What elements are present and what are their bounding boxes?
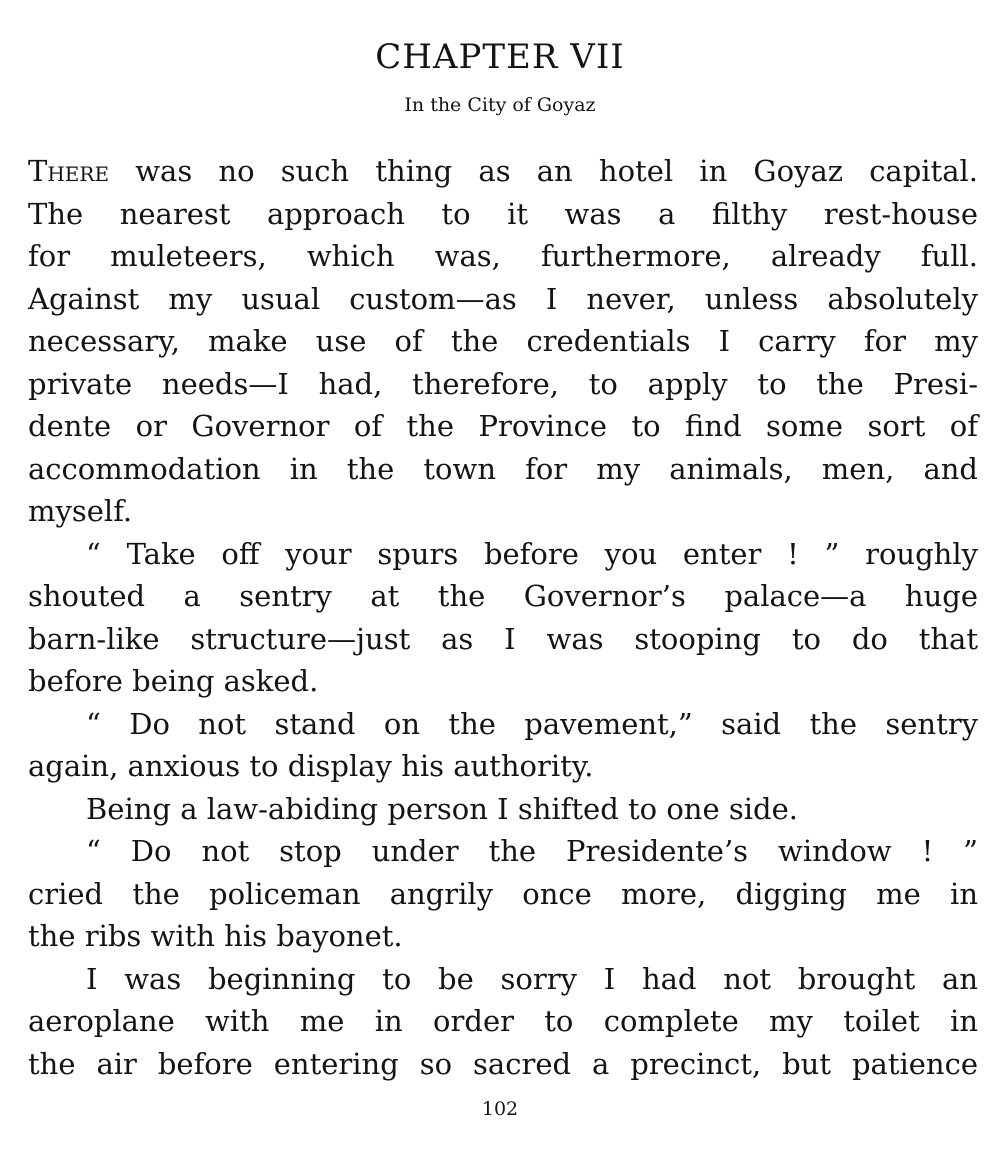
text-line: necessary, make use of the credentials I carry for my	[28, 324, 978, 358]
text-line: aeroplane with me in order to complete my toilet in	[28, 1004, 978, 1038]
text-line: cried the policeman angrily once more, digging me in	[28, 876, 978, 911]
text-line: “ Do not stand on the pavement,” said the sentry	[86, 706, 978, 741]
text-line: I was beginning to be sorry I had not brought an	[86, 961, 978, 996]
text-line: Being a law-abiding person I shifted to one side.	[86, 791, 798, 826]
opening-word: There	[28, 154, 110, 188]
text-line: The nearest approach to it was a filthy rest-house	[28, 196, 978, 231]
text-line: for muleteers, which was, furthermore, already full.	[28, 239, 978, 273]
text-line	[28, 150, 978, 193]
page-number: 102	[481, 1098, 519, 1120]
text-line: before being asked.	[28, 664, 319, 698]
text-line: accommodation in the town for my animals, men, and	[28, 451, 978, 486]
text-line: again, anxious to display his authority.	[28, 749, 594, 783]
text-line: the air before entering so sacred a precinct, but patience	[28, 1046, 978, 1081]
text-line: myself.	[28, 494, 133, 528]
text-line: “ Take off your spurs before you enter ! ” roughly	[86, 536, 978, 571]
text-line: barn-like structure—just as I was stooping to do that	[28, 621, 978, 656]
text-line: Against my usual custom—as I never, unless absolutely	[28, 281, 978, 316]
text-line: private needs—I had, therefore, to apply to the Presi-	[28, 366, 978, 401]
text-line: the ribs with his bayonet.	[28, 919, 403, 953]
text-line: shouted a sentry at the Governor’s palace—a huge	[28, 579, 978, 613]
text-line: “ Do not stop under the Presidente’s window ! ”	[86, 834, 978, 868]
chapter-heading: CHAPTER VII	[375, 36, 625, 77]
text-line-content: was no such thing as an hotel in Goyaz capital.	[109, 154, 978, 188]
text-line: dente or Governor of the Province to find some sort of	[28, 409, 978, 443]
body-text	[28, 150, 978, 1085]
chapter-subtitle: In the City of Goyaz	[404, 94, 596, 116]
